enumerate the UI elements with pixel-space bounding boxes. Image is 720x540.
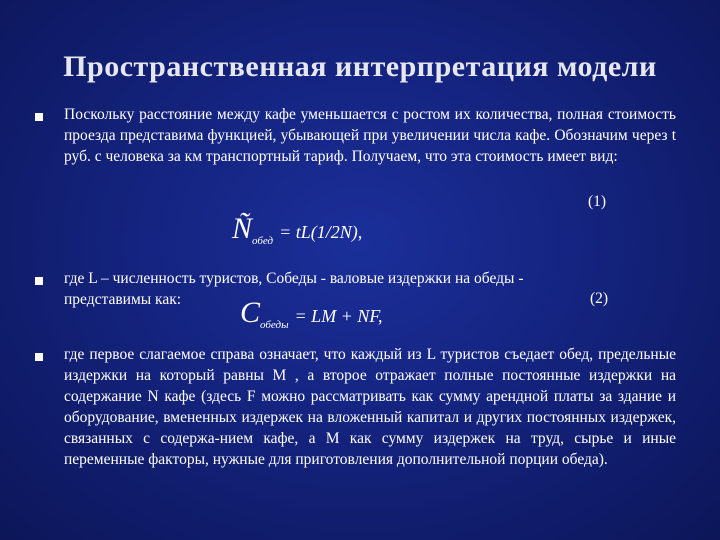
formula-1-subscript: обед	[252, 235, 274, 247]
equation-number-2: (2)	[590, 290, 609, 307]
formula-2-symbol: C	[240, 296, 261, 329]
slide-title: Пространственная интерпретация модели	[63, 50, 657, 83]
formula-2-subscript: обеды	[260, 319, 289, 331]
bullet-text-1: Поскольку расстояние между кафе уменьшается с ростом их количества, полная стоимость проезда представима функцией, убывающей при увеличении числа кафе. Обозначим через t руб. с человека за км транспортный тариф. Получаем, что эта стоимость имеет вид:	[64, 106, 676, 165]
bullet-marker-3	[35, 353, 43, 361]
formula-1-rhs: = tL(1/2N),	[279, 222, 363, 242]
formula-1-symbol: Ñ	[232, 212, 253, 245]
bullet-marker-1	[35, 113, 43, 121]
bullet-text-2: где L – численность туристов, Собеды - валовые издержки на обеды - представимы как:	[64, 270, 524, 308]
bullet-marker-2	[35, 277, 43, 285]
formula-2	[240, 296, 383, 331]
formula-1	[232, 212, 362, 247]
bullet-text-3: где первое слагаемое справа означает, что каждый из L туристов съедает обед, предельные издержки на который равны М , а второе отражает полные постоянные издержки на содержание N кафе (здесь F можно рассматривать как сумму арендной платы за здание и оборудование, вмененных издержек на вложенный капитал и других постоянных издержек, связанных с содержа-нием кафе, а М как сумму издержек на труд, сырье и иные переменные факторы, нужные для приготовления дополнительной порции обеда).	[64, 346, 676, 468]
equation-number-1: (1)	[588, 193, 607, 210]
formula-2-rhs: = LM + NF,	[294, 306, 383, 326]
